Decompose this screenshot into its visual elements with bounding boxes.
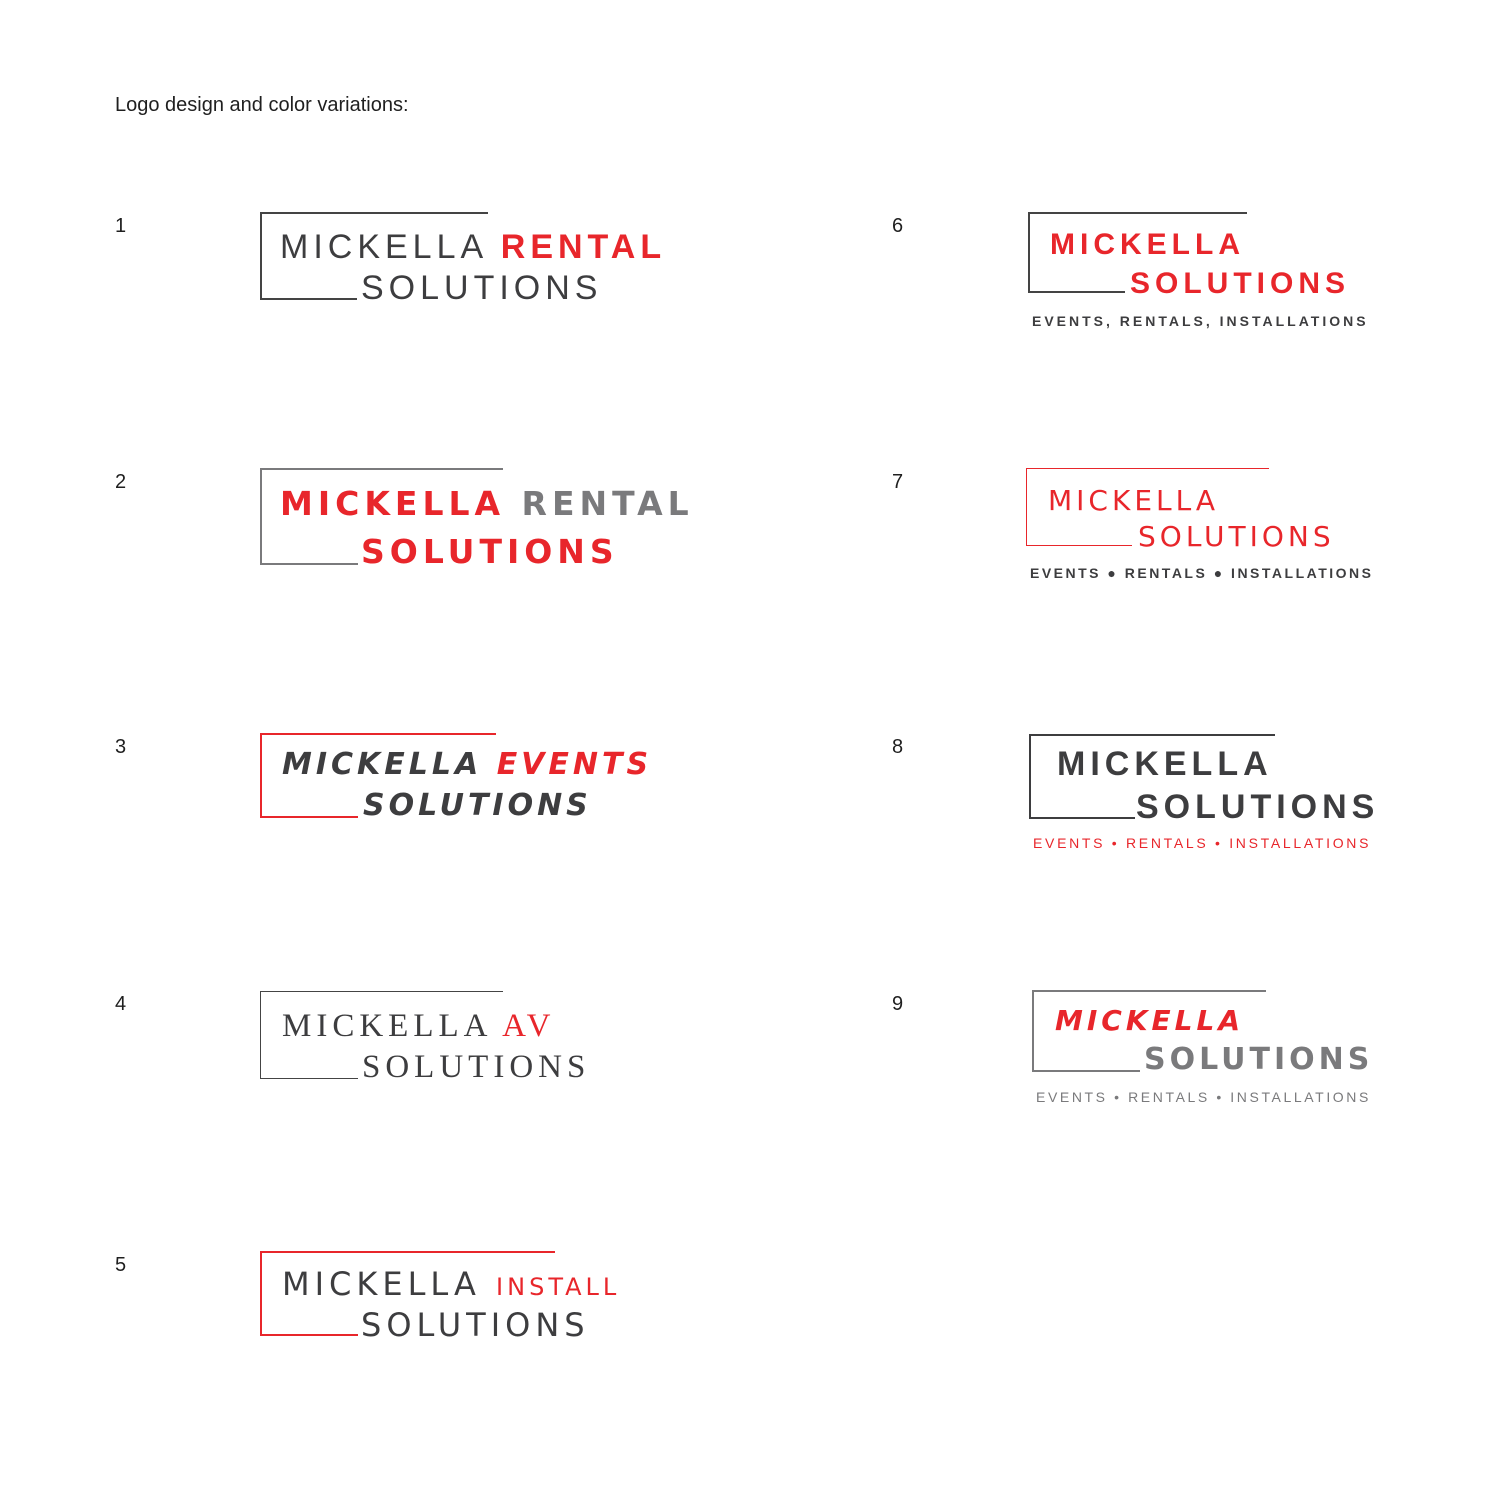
logo-word-av: AV: [502, 1008, 556, 1044]
logo-tagline: EVENTS, RENTALS, INSTALLATIONS: [1032, 313, 1369, 329]
page-heading: Logo design and color variations:: [115, 94, 409, 116]
logo-word-mickella: MICKELLA: [1048, 484, 1220, 517]
logo-frame-bottom: [1029, 817, 1135, 819]
logo-word-solutions: SOLUTIONS: [361, 532, 619, 571]
logo-word-solutions: SOLUTIONS: [1144, 1042, 1374, 1077]
logo-word-events: EVENTS: [496, 747, 653, 782]
logo-word-solutions: SOLUTIONS: [361, 269, 603, 307]
logo-number-9: 9: [892, 993, 904, 1015]
logo-word-mickella: MICKELLA: [1055, 1004, 1245, 1037]
logo-word-solutions: SOLUTIONS: [362, 1049, 591, 1085]
logo-word-mickella: MICKELLA: [280, 228, 487, 266]
logo-word-solutions: SOLUTIONS: [1138, 520, 1335, 553]
logo-word-install: INSTALL: [496, 1273, 621, 1301]
logo-frame-bottom: [260, 816, 358, 818]
logo-number-8: 8: [892, 736, 904, 758]
logo-frame-bottom: [260, 298, 357, 300]
logo-number-7: 7: [892, 471, 904, 493]
logo-tagline: EVENTS • RENTALS • INSTALLATIONS: [1036, 1089, 1371, 1105]
logo-number-2: 2: [115, 471, 127, 493]
logo-word-mickella: MICKELLA: [282, 1265, 481, 1303]
logo-tagline: EVENTS ● RENTALS ● INSTALLATIONS: [1030, 565, 1374, 581]
logo-word-mickella: MICKELLA: [1057, 745, 1273, 783]
logo-word-mickella: MICKELLA: [282, 747, 483, 782]
logo-word-mickella: MICKELLA: [1050, 228, 1245, 261]
logo-number-3: 3: [115, 736, 127, 758]
logo-frame-bottom: [260, 563, 358, 565]
logo-word-solutions: SOLUTIONS: [361, 1306, 590, 1344]
logo-word-mickella: MICKELLA: [282, 1008, 491, 1044]
logo-tagline: EVENTS • RENTALS • INSTALLATIONS: [1033, 835, 1372, 851]
logo-frame-bottom: [260, 1078, 358, 1079]
logo-word-mickella: MICKELLA: [280, 484, 506, 523]
logo-number-5: 5: [115, 1254, 127, 1276]
logo-word-solutions: SOLUTIONS: [1136, 788, 1380, 826]
logo-frame-bottom: [1026, 545, 1132, 546]
logo-frame-bottom: [260, 1334, 358, 1336]
logo-frame-bottom: [1032, 1070, 1140, 1072]
logo-word-rental: RENTAL: [500, 228, 667, 266]
logo-word-solutions: SOLUTIONS: [1130, 267, 1351, 300]
logo-word-rental: RENTAL: [521, 484, 694, 523]
logo-number-1: 1: [115, 215, 127, 237]
logo-frame-bottom: [1028, 291, 1125, 293]
logo-number-6: 6: [892, 215, 904, 237]
logo-number-4: 4: [115, 993, 127, 1015]
logo-word-solutions: SOLUTIONS: [363, 788, 592, 823]
